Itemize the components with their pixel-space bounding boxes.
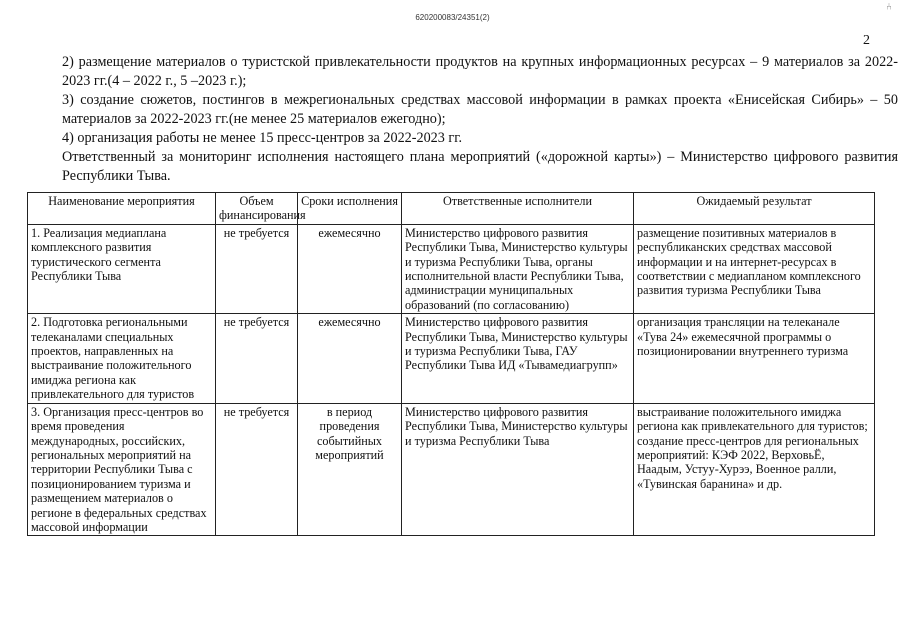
paragraph-item-3: 3) создание сюжетов, постингов в межрегиональных средствах массовой информации в рамках проекта «Енисейская Сибирь» – 50 материалов за 2022-2023 гг.(не менее 25 материалов ежегодно); [62,92,898,127]
header-volume: Объем финансирования [216,193,298,225]
result-line: создание пресс-центров для региональных мероприятий: КЭФ 2022, ВерховьЁ, Наадым, Устуу-Хурээ, Военное ралли, «Тувинская баранина» и др. [637,433,859,491]
cell-volume: не требуется [216,224,298,313]
paragraph-item-2: 2) размещение материалов о туристской привлекательности продуктов на крупных информационных ресурсах – 9 материалов за 2022-2023 гг.(4 – 2022 г., 5 –2023 г.); [62,54,898,89]
corner-mark: ⑃ [886,2,892,13]
header-executors: Ответственные исполнители [402,193,634,225]
cell-executors: Министерство цифрового развития Республики Тыва, Министерство культуры и туризма Республики Тыва, органы исполнительной власти Республики Тыва, администрации муниципальных образований (по согласованию) [402,224,634,313]
table-row [28,403,875,536]
cell-result [634,403,875,536]
table-row [28,314,875,403]
cell-name: 2. Подготовка региональными телеканалами специальных проектов, направленных на выстраивание положительного имиджа региона как привлекательного для туристов [28,314,216,403]
cell-name: 3. Организация пресс-центров во время проведения международных, российских, региональных мероприятий на территории Республики Тыва с позиционированием туризма и размещением материалов о регионе в федеральных средствах массовой информации [28,403,216,536]
header-name: Наименование мероприятия [28,193,216,225]
cell-name: 1. Реализация медиаплана комплексного развития туристического сегмента Республики Тыва [28,224,216,313]
cell-executors: Министерство цифрового развития Республики Тыва, Министерство культуры и туризма Республики Тыва, ГАУ Республики Тыва ИД «Тывамедиагрупп» [402,314,634,403]
page-number: 2 [863,33,870,48]
table-header-row [28,193,875,225]
cell-deadline: ежемесячно [298,224,402,313]
paragraph-item-4: 4) организация работы не менее 15 пресс-центров за 2022-2023 гг. [62,130,462,146]
document-id: 620200083/24351(2) [415,13,490,22]
cell-deadline: в период проведения событийных мероприятий [298,403,402,536]
cell-volume: не требуется [216,314,298,403]
header-result: Ожидаемый результат [634,193,875,225]
header-deadline: Сроки исполнения [298,193,402,225]
table-row [28,224,875,313]
cell-result: размещение позитивных материалов в республиканских средствах массовой информации и на интернет-ресурсах в соответствии с медиапланом комплексного развития туризма Республики Тыва [634,224,875,313]
cell-executors: Министерство цифрового развития Республики Тыва, Министерство культуры и туризма Республики Тыва [402,403,634,536]
cell-deadline: ежемесячно [298,314,402,403]
cell-result: организация трансляции на телеканале «Тува 24» ежемесячной программы о позиционировании внутреннего туризма [634,314,875,403]
cell-volume: не требуется [216,403,298,536]
result-line: выстраивание положительного имиджа региона как привлекательного для туристов; [637,404,868,434]
roadmap-table [27,192,875,536]
paragraph-responsible: Ответственный за мониторинг исполнения настоящего плана мероприятий («дорожной карты») – Министерство цифрового развития Республики Тыва. [62,149,898,184]
